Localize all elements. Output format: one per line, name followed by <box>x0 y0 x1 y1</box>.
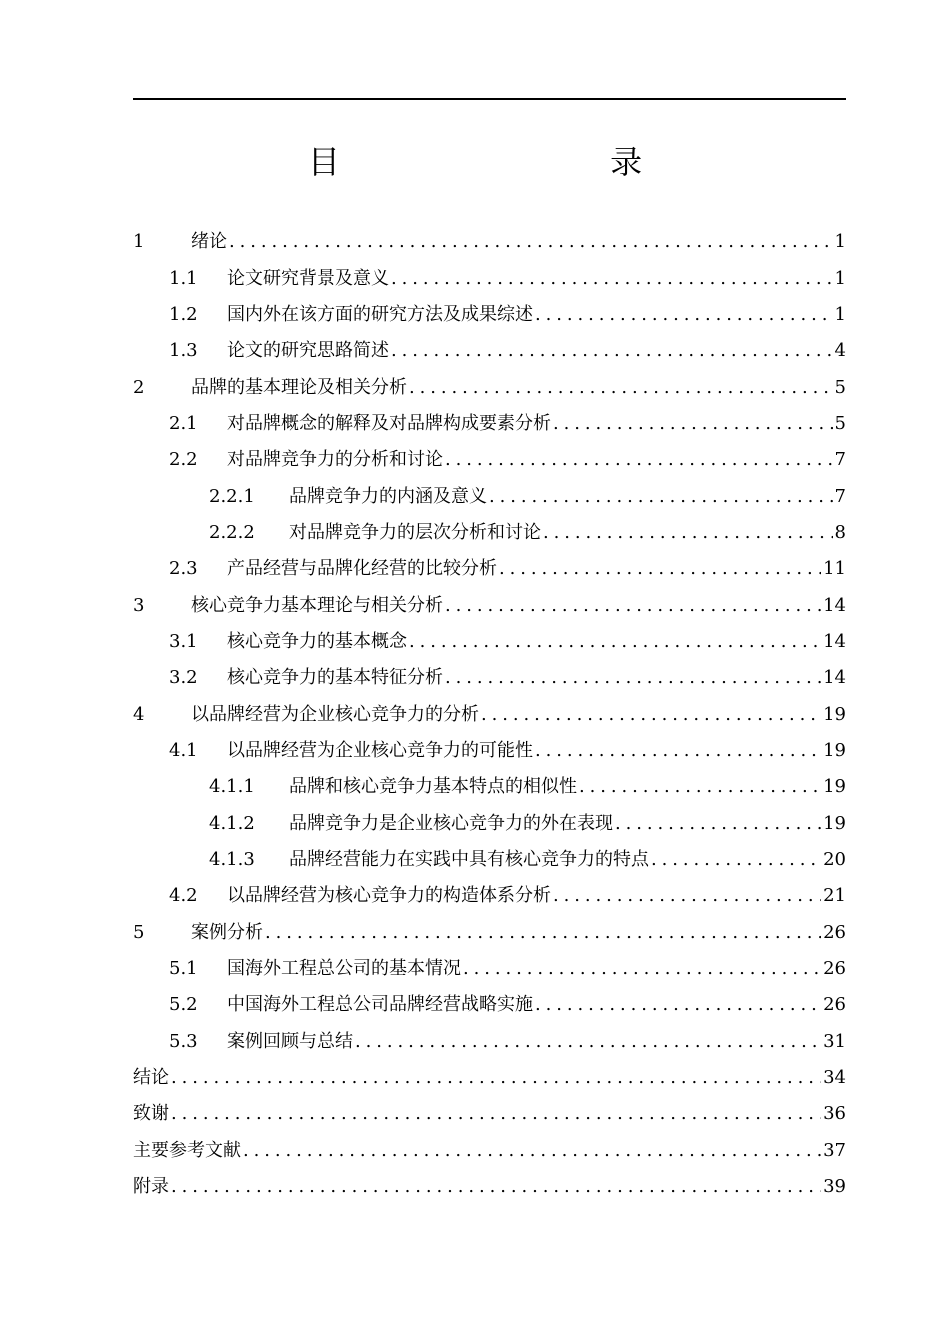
toc-entry-number: 4 <box>133 703 145 725</box>
toc-entry-number: 2.1 <box>169 412 198 434</box>
dot-leader <box>651 848 821 872</box>
toc-entry-title: 论文的研究思路简述 <box>227 340 389 362</box>
toc-entry[interactable] <box>133 551 846 587</box>
toc-entry-title: 对品牌竞争力的层次分析和讨论 <box>289 521 541 543</box>
toc-entry[interactable] <box>133 369 846 405</box>
dot-leader <box>499 557 821 581</box>
dot-leader <box>535 739 821 763</box>
toc-entry-page-number: 8 <box>834 521 846 543</box>
toc-entry[interactable] <box>133 515 846 551</box>
toc-entry-page-number: 4 <box>834 340 846 362</box>
dot-leader <box>463 957 821 981</box>
toc-entry-title: 对品牌概念的解释及对品牌构成要素分析 <box>227 412 551 434</box>
toc-entry[interactable] <box>133 987 846 1023</box>
toc-entry-number: 2 <box>133 376 145 398</box>
dot-leader <box>391 339 833 363</box>
dot-leader <box>171 1066 821 1090</box>
toc-entry-title: 论文研究背景及意义 <box>227 267 389 289</box>
table-of-contents <box>133 224 846 1205</box>
toc-entry[interactable] <box>133 587 846 623</box>
toc-entry[interactable] <box>133 696 846 732</box>
dot-leader <box>445 594 821 618</box>
toc-entry[interactable] <box>133 1133 846 1169</box>
toc-entry[interactable] <box>133 297 846 333</box>
dot-leader <box>243 1139 821 1163</box>
toc-entry-number: 4.1 <box>169 739 198 761</box>
toc-entry-title: 附录 <box>133 1176 169 1198</box>
toc-entry-page-number: 11 <box>823 558 846 580</box>
toc-entry[interactable] <box>133 915 846 951</box>
dot-leader <box>229 230 833 254</box>
toc-entry-number: 5 <box>133 921 145 943</box>
toc-entry-title: 以品牌经营为核心竞争力的构造体系分析 <box>227 885 551 907</box>
toc-entry-title: 致谢 <box>133 1103 169 1125</box>
toc-entry-page-number: 21 <box>823 885 846 907</box>
toc-entry-title: 以品牌经营为企业核心竞争力的可能性 <box>227 739 533 761</box>
dot-leader <box>445 666 821 690</box>
toc-entry-title: 国海外工程总公司的基本情况 <box>227 958 461 980</box>
toc-entry-title: 绪论 <box>191 231 227 253</box>
toc-entry[interactable] <box>133 624 846 660</box>
toc-entry-page-number: 19 <box>823 776 846 798</box>
toc-entry[interactable] <box>133 660 846 696</box>
toc-entry[interactable] <box>133 260 846 296</box>
toc-entry-title: 主要参考文献 <box>133 1139 241 1161</box>
toc-entry-number: 2.2.1 <box>209 485 255 507</box>
toc-entry-page-number: 1 <box>834 303 846 325</box>
toc-entry-title: 品牌经营能力在实践中具有核心竞争力的特点 <box>289 849 649 871</box>
dot-leader <box>391 267 833 291</box>
toc-entry-title: 案例分析 <box>191 921 263 943</box>
toc-entry[interactable] <box>133 951 846 987</box>
toc-entry[interactable] <box>133 1169 846 1205</box>
toc-entry-page-number: 20 <box>823 849 846 871</box>
toc-entry-title: 中国海外工程总公司品牌经营战略实施 <box>227 994 533 1016</box>
toc-entry-number: 2.2.2 <box>209 521 255 543</box>
toc-entry-title: 品牌竞争力的内涵及意义 <box>289 485 487 507</box>
toc-entry[interactable] <box>133 769 846 805</box>
toc-entry[interactable] <box>133 442 846 478</box>
toc-entry-title: 以品牌经营为企业核心竞争力的分析 <box>191 703 479 725</box>
dot-leader <box>543 521 833 545</box>
toc-entry-number: 2.2 <box>169 449 198 471</box>
toc-entry-page-number: 14 <box>823 630 846 652</box>
toc-entry-number: 5.1 <box>169 958 198 980</box>
toc-entry[interactable] <box>133 806 846 842</box>
toc-entry-number: 2.3 <box>169 558 198 580</box>
toc-entry-page-number: 37 <box>823 1139 846 1161</box>
toc-entry-title: 核心竞争力基本理论与相关分析 <box>191 594 443 616</box>
toc-entry-page-number: 39 <box>823 1176 846 1198</box>
toc-entry-number: 1.3 <box>169 340 198 362</box>
toc-entry-number: 5.2 <box>169 994 198 1016</box>
toc-entry[interactable] <box>133 842 846 878</box>
dot-leader <box>265 921 821 945</box>
dot-leader <box>579 775 821 799</box>
toc-entry-number: 1.1 <box>169 267 198 289</box>
toc-entry-number: 4.1.3 <box>209 849 255 871</box>
toc-entry-page-number: 5 <box>834 376 846 398</box>
toc-entry[interactable] <box>133 733 846 769</box>
toc-entry-page-number: 34 <box>823 1067 846 1089</box>
toc-entry-title: 品牌的基本理论及相关分析 <box>191 376 407 398</box>
toc-entry[interactable] <box>133 333 846 369</box>
dot-leader <box>553 884 821 908</box>
toc-entry-page-number: 1 <box>834 267 846 289</box>
toc-entry-page-number: 1 <box>834 231 846 253</box>
header-rule <box>133 98 846 100</box>
toc-entry-page-number: 7 <box>834 449 846 471</box>
toc-entry[interactable] <box>133 878 846 914</box>
dot-leader <box>409 630 821 654</box>
dot-leader <box>355 1030 821 1054</box>
toc-entry-title: 品牌和核心竞争力基本特点的相似性 <box>289 776 577 798</box>
toc-entry-title: 结论 <box>133 1067 169 1089</box>
dot-leader <box>481 703 821 727</box>
toc-entry-number: 3.2 <box>169 667 198 689</box>
dot-leader <box>489 485 833 509</box>
page-title: 目 录 <box>307 143 773 181</box>
dot-leader <box>615 812 821 836</box>
toc-entry-number: 1.2 <box>169 303 198 325</box>
toc-entry-title: 品牌竞争力是企业核心竞争力的外在表现 <box>289 812 613 834</box>
toc-entry-page-number: 26 <box>823 958 846 980</box>
toc-entry-number: 1 <box>133 231 145 253</box>
toc-entry-page-number: 26 <box>823 994 846 1016</box>
dot-leader <box>409 376 833 400</box>
dot-leader <box>171 1102 821 1126</box>
toc-entry-title: 案例回顾与总结 <box>227 1030 353 1052</box>
toc-entry[interactable] <box>133 478 846 514</box>
toc-entry-page-number: 19 <box>823 739 846 761</box>
toc-entry-title: 对品牌竞争力的分析和讨论 <box>227 449 443 471</box>
toc-entry-page-number: 19 <box>823 812 846 834</box>
toc-entry-page-number: 19 <box>823 703 846 725</box>
toc-entry-title: 核心竞争力的基本概念 <box>227 630 407 652</box>
dot-leader <box>535 303 833 327</box>
toc-entry-number: 5.3 <box>169 1030 198 1052</box>
toc-entry-number: 4.1.2 <box>209 812 255 834</box>
toc-entry[interactable] <box>133 1024 846 1060</box>
toc-entry-title: 国内外在该方面的研究方法及成果综述 <box>227 303 533 325</box>
toc-entry[interactable] <box>133 224 846 260</box>
toc-entry-page-number: 26 <box>823 921 846 943</box>
dot-leader <box>171 1175 821 1199</box>
toc-entry-title: 核心竞争力的基本特征分析 <box>227 667 443 689</box>
toc-entry-page-number: 31 <box>823 1030 846 1052</box>
toc-entry-number: 4.1.1 <box>209 776 255 798</box>
dot-leader <box>553 412 833 436</box>
toc-entry[interactable] <box>133 406 846 442</box>
toc-entry-page-number: 14 <box>823 594 846 616</box>
toc-entry-page-number: 7 <box>834 485 846 507</box>
toc-entry[interactable] <box>133 1060 846 1096</box>
toc-entry-title: 产品经营与品牌化经营的比较分析 <box>227 558 497 580</box>
dot-leader <box>535 993 821 1017</box>
toc-entry-number: 4.2 <box>169 885 198 907</box>
toc-entry-number: 3.1 <box>169 630 198 652</box>
toc-entry-page-number: 36 <box>823 1103 846 1125</box>
toc-entry[interactable] <box>133 1096 846 1132</box>
toc-entry-page-number: 14 <box>823 667 846 689</box>
toc-entry-number: 3 <box>133 594 145 616</box>
toc-entry-page-number: 5 <box>834 412 846 434</box>
dot-leader <box>445 448 833 472</box>
